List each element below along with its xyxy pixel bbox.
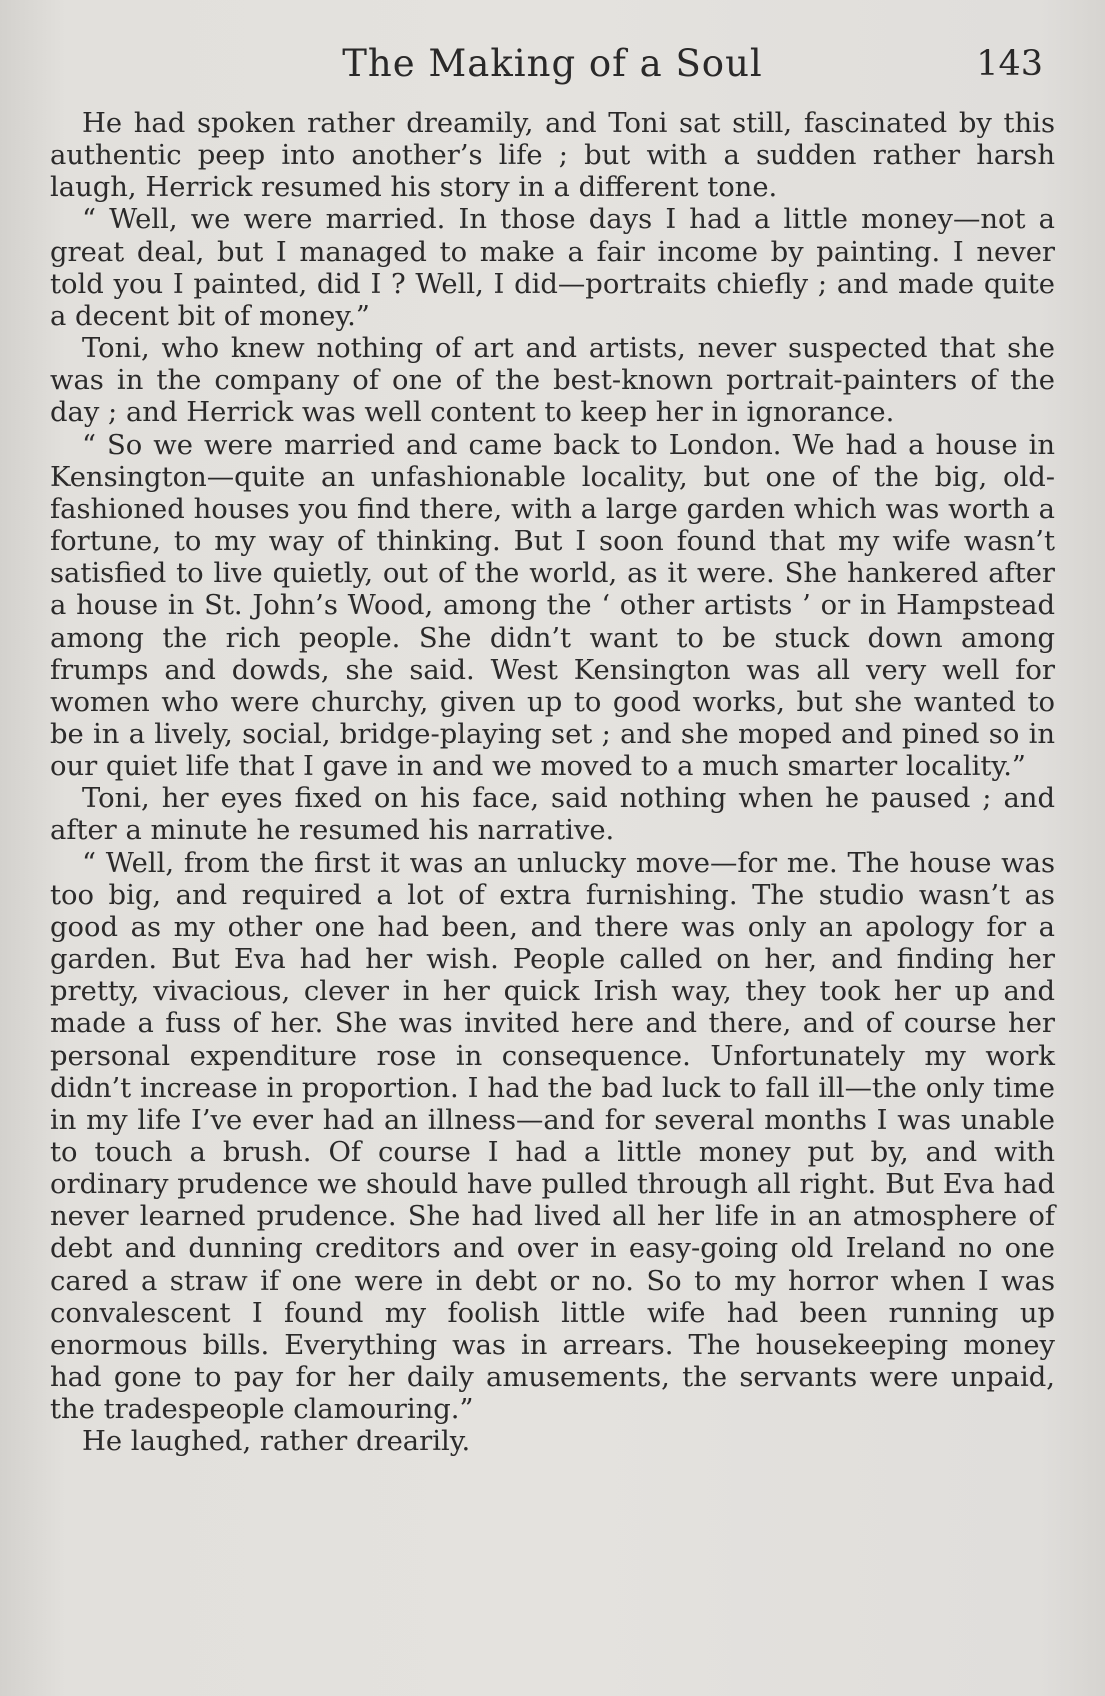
paragraph: Toni, who knew nothing of art and artists, never suspected that she was in the company of one of the best-known portrait-painters of the day ; and Herrick was well content to keep her in ignorance. (50, 333, 1055, 429)
paragraph: Toni, her eyes fixed on his face, said nothing when he paused ; and after a minute he resumed his narrative. (50, 783, 1055, 847)
page-number: 143 (976, 44, 1043, 84)
paragraph: “ Well, we were married. In those days I had a little money—not a great deal, but I managed to make a fair income by painting. I never told you I painted, did I ? Well, I did—portraits chiefly ; and made quite a decent bit of money.” (50, 204, 1055, 332)
paragraph: “ So we were married and came back to London. We had a house in Kensington—quite an unfashionable locality, but one of the big, old-fashioned houses you find there, with a large garden which was worth a fortune, to my way of thinking. But I soon found that my wife wasn’t satisfied to live quietly, out of the world, as it were. She hankered after a house in St. John’s Wood, among the ‘ other artists ’ or in Hampstead among the rich people. She didn’t want to be stuck down among frumps and dowds, she said. West Kensington was all very well for women who were churchy, given up to good works, but she wanted to be in a lively, social, bridge-playing set ; and she moped and pined so in our quiet life that I gave in and we moved to a much smarter locality.” (50, 429, 1055, 783)
paragraph: He laughed, rather drearily. (82, 1426, 471, 1458)
body-text (50, 108, 1055, 1459)
paragraph: “ Well, from the first it was an unlucky move—for me. The house was too big, and required a lot of extra furnishing. The studio wasn’t as good as my other one had been, and there was only an apology for a garden. But Eva had her wish. People called on her, and finding her pretty, vivacious, clever in her quick Irish way, they took her up and made a fuss of her. She was invited here and there, and of course her personal expenditure rose in consequence. Unfortunately my work didn’t increase in proportion. I had the bad luck to fall ill—the only time in my life I’ve ever had an illness—and for several months I was unable to touch a brush. Of course I had a little money put by, and with ordinary prudence we should have pulled through all right. But Eva had never learned prudence. She had lived all her life in an atmosphere of debt and dunning creditors and over in easy-going old Ireland no one cared a straw if one were in debt or no. So to my horror when I was convalescent I found my foolish little wife had been running up enormous bills. Everything was in arrears. The housekeeping money had gone to pay for her daily amusements, the servants were unpaid, the tradespeople clamouring.” (50, 847, 1055, 1426)
running-head (0, 38, 1105, 94)
paragraph: He had spoken rather dreamily, and Toni sat still, fascinated by this authentic peep into another’s life ; but with a sudden rather harsh laugh, Herrick resumed his story in a different tone. (50, 108, 1055, 204)
running-title: The Making of a Soul (342, 42, 763, 85)
